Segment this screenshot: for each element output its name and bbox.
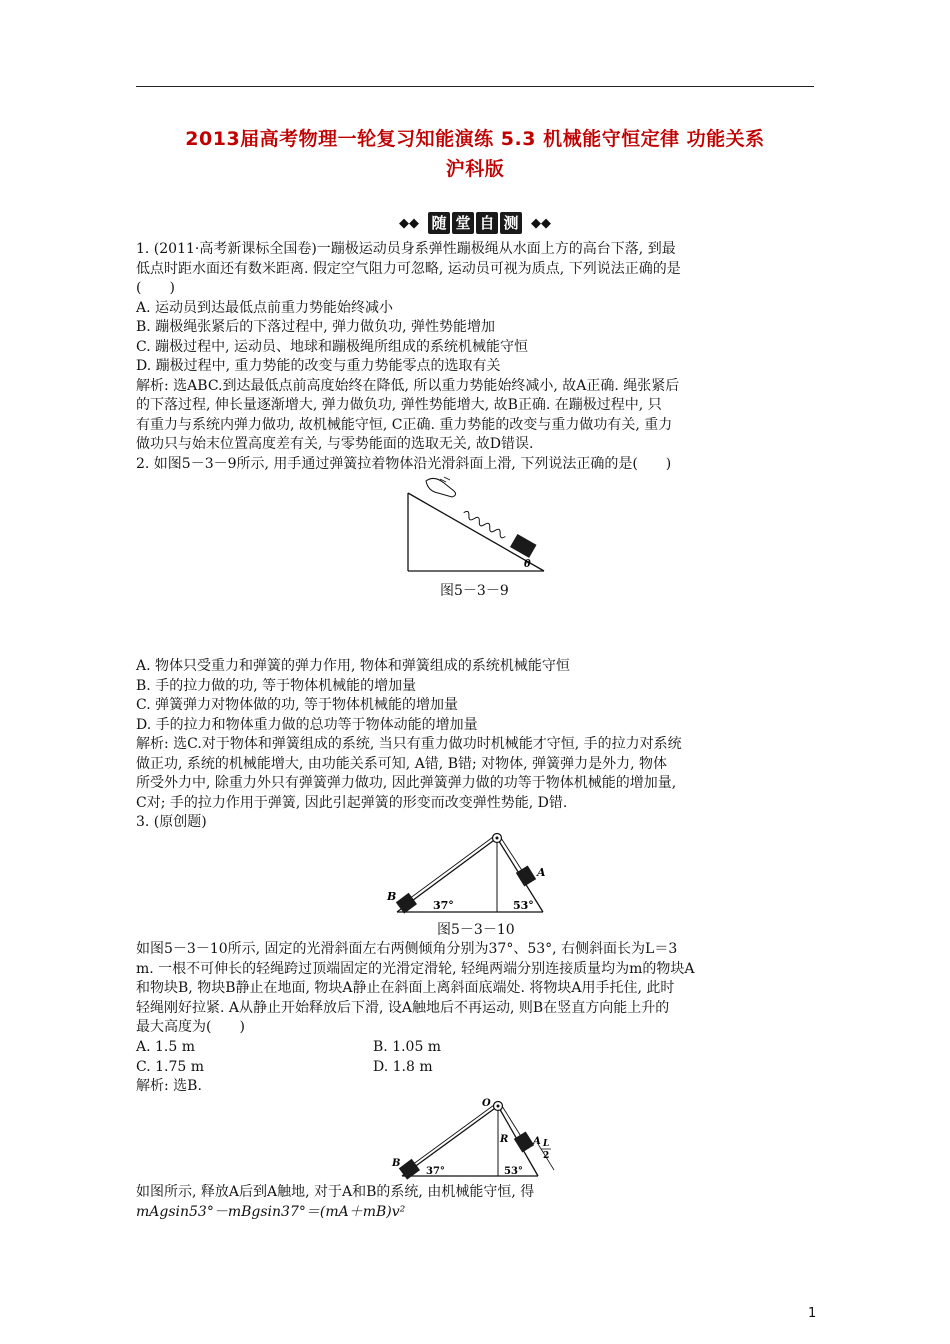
q2-stem: 2. 如图5－3－9所示, 用手通过弹簧拉着物体沿光滑斜面上滑, 下列说法正确的是( ) — [136, 455, 672, 472]
q3-analysis-short: 解析: 选B. — [136, 1078, 202, 1094]
angle-53-label: 53° — [513, 899, 534, 912]
fraction-denominator: 2 — [543, 1151, 550, 1161]
q1-option-c: C. 蹦极过程中, 运动员、地球和蹦极绳所组成的系统机械能守恒 — [136, 338, 529, 355]
banner-char: 测 — [500, 212, 522, 234]
figure-solution-diagram — [390, 1094, 560, 1180]
solution-text — [136, 1183, 816, 1222]
q1-analysis-line: 的下落过程, 伸长量逐渐增大, 弹力做负功, 弹性势能增大, 故B正确. 在蹦极过程中, 只 — [136, 397, 662, 413]
figure-double-incline — [385, 832, 550, 916]
page-number: 1 — [808, 1306, 817, 1321]
q1-option-a: A. 运动员到达最低点前重力势能始终减小 — [136, 299, 394, 316]
q2-option-d: D. 手的拉力和物体重力做的总功等于物体动能的增加量 — [136, 716, 478, 733]
q1-option-d: D. 蹦极过程中, 重力势能的改变与重力势能零点的选取有关 — [136, 358, 501, 374]
block-b-label: B — [387, 890, 397, 903]
question-3-body — [136, 940, 816, 1038]
q3-body-line: 轻绳刚好拉紧. A从静止开始释放后下滑, 设A触地后不再运动, 则B在竖直方向能上升的 — [136, 999, 670, 1016]
q1-analysis-line: 有重力与系统内弹力做功, 故机械能守恒, C正确. 重力势能的改变与重力做功有关, 重力 — [136, 416, 673, 433]
question-1 — [136, 240, 816, 474]
q2-analysis-line: 所受外力中, 除重力外只有弹簧弹力做功, 因此弹簧弹力做的功等于物体机械能的增加量, — [136, 775, 677, 791]
block-b-label: B — [392, 1158, 401, 1169]
block-a-label: A — [533, 1136, 541, 1147]
banner-left-ornament: ◆◆ — [399, 215, 419, 231]
q3-body-line: 和物块B, 物块B静止在地面, 物块A静止在斜面上离斜面底端处. 将物块A用手托住, 此时 — [136, 980, 675, 996]
q3-option-b: B. 1.05 m — [373, 1039, 442, 1055]
fraction-numerator: L — [543, 1139, 550, 1149]
q1-stem-line: 1. (2011·高考新课标全国卷)一蹦极运动员身系弹性蹦极绳从水面上方的高台下落, 到最 — [136, 241, 676, 257]
question-2-body — [136, 657, 816, 833]
q2-option-a: A. 物体只受重力和弹簧的弹力作用, 物体和弹簧组成的系统机械能守恒 — [136, 658, 570, 674]
energy-equation: mAgsin53°－mBgsin37°＝(mA＋mB)v² — [136, 1203, 406, 1220]
solution-line: 如图所示, 释放A后到A触地, 对于A和B的系统, 由机械能守恒, 得 — [136, 1184, 535, 1200]
angle-37-label: 37° — [433, 899, 454, 912]
q2-analysis-line: C对; 手的拉力作用于弹簧, 因此引起弹簧的形变而改变弹性势能, D错. — [136, 794, 568, 811]
q3-option-c: C. 1.75 m — [136, 1058, 205, 1075]
q3-options — [136, 1038, 816, 1097]
q2-analysis-line: 做正功, 系统的机械能增大, 由功能关系可知, A错, B错; 对物体, 弹簧弹力是外力, 物体 — [136, 755, 667, 772]
document-title-line1: 2013届高考物理一轮复习知能演练 5.3 机械能守恒定律 功能关系 — [185, 128, 765, 150]
q1-option-b: B. 蹦极绳张紧后的下落过程中, 弹力做负功, 弹性势能增加 — [136, 319, 495, 335]
angle-53-label: 53° — [504, 1166, 523, 1177]
document-title-line2: 沪科版 — [445, 158, 505, 180]
q3-stem: 3. (原创题) — [136, 814, 207, 830]
q3-option-d: D. 1.8 m — [373, 1058, 433, 1075]
block-a-label: A — [537, 866, 546, 879]
banner-char: 自 — [476, 212, 498, 234]
banner-char: 随 — [428, 212, 450, 234]
figure-caption-5-3-10: 图5－3－10 — [437, 922, 515, 938]
figure-incline-spring — [400, 475, 550, 575]
angle-37-label: 37° — [426, 1166, 445, 1177]
pulley-o-label: O — [482, 1098, 491, 1109]
q3-body-line: m. 一根不可伸长的轻绳跨过顶端固定的光滑定滑轮, 轻绳两端分别连接质量均为m的物块A — [136, 960, 695, 977]
banner-right-ornament: ◆◆ — [531, 215, 551, 231]
section-banner — [355, 210, 595, 236]
radius-r-label: R — [500, 1134, 509, 1145]
banner-char: 堂 — [452, 212, 474, 234]
q2-option-c: C. 弹簧弹力对物体做的功, 等于物体机械能的增加量 — [136, 697, 459, 713]
q1-analysis-line: 做功只与始末位置高度差有关, 与零势能面的选取无关, 故D错误. — [136, 436, 534, 452]
q3-body-line: 最大高度为( ) — [136, 1019, 245, 1035]
angle-theta-label: θ — [524, 559, 531, 570]
q1-analysis-line: 解析: 选ABC.到达最低点前高度始终在降低, 所以重力势能始终减小, 故A正确. 绳张紧后 — [136, 377, 680, 394]
q2-option-b: B. 手的拉力做的功, 等于物体机械能的增加量 — [136, 677, 417, 694]
q3-option-a: A. 1.5 m — [136, 1039, 196, 1055]
header-rule — [136, 86, 814, 87]
q1-stem-line: 低点时距水面还有数米距离. 假定空气阻力可忽略, 运动员可视为质点, 下列说法正确的是 — [136, 260, 681, 277]
q3-body-line: 如图5－3－10所示, 固定的光滑斜面左右两侧倾角分别为37°、53°, 右侧斜面长为L＝3 — [136, 941, 678, 957]
q1-stem-line: ( ) — [136, 280, 175, 296]
figure-caption-5-3-9: 图5－3－9 — [440, 583, 509, 599]
q2-analysis-line: 解析: 选C.对于物体和弹簧组成的系统, 当只有重力做功时机械能才守恒, 手的拉力对系统 — [136, 736, 682, 752]
